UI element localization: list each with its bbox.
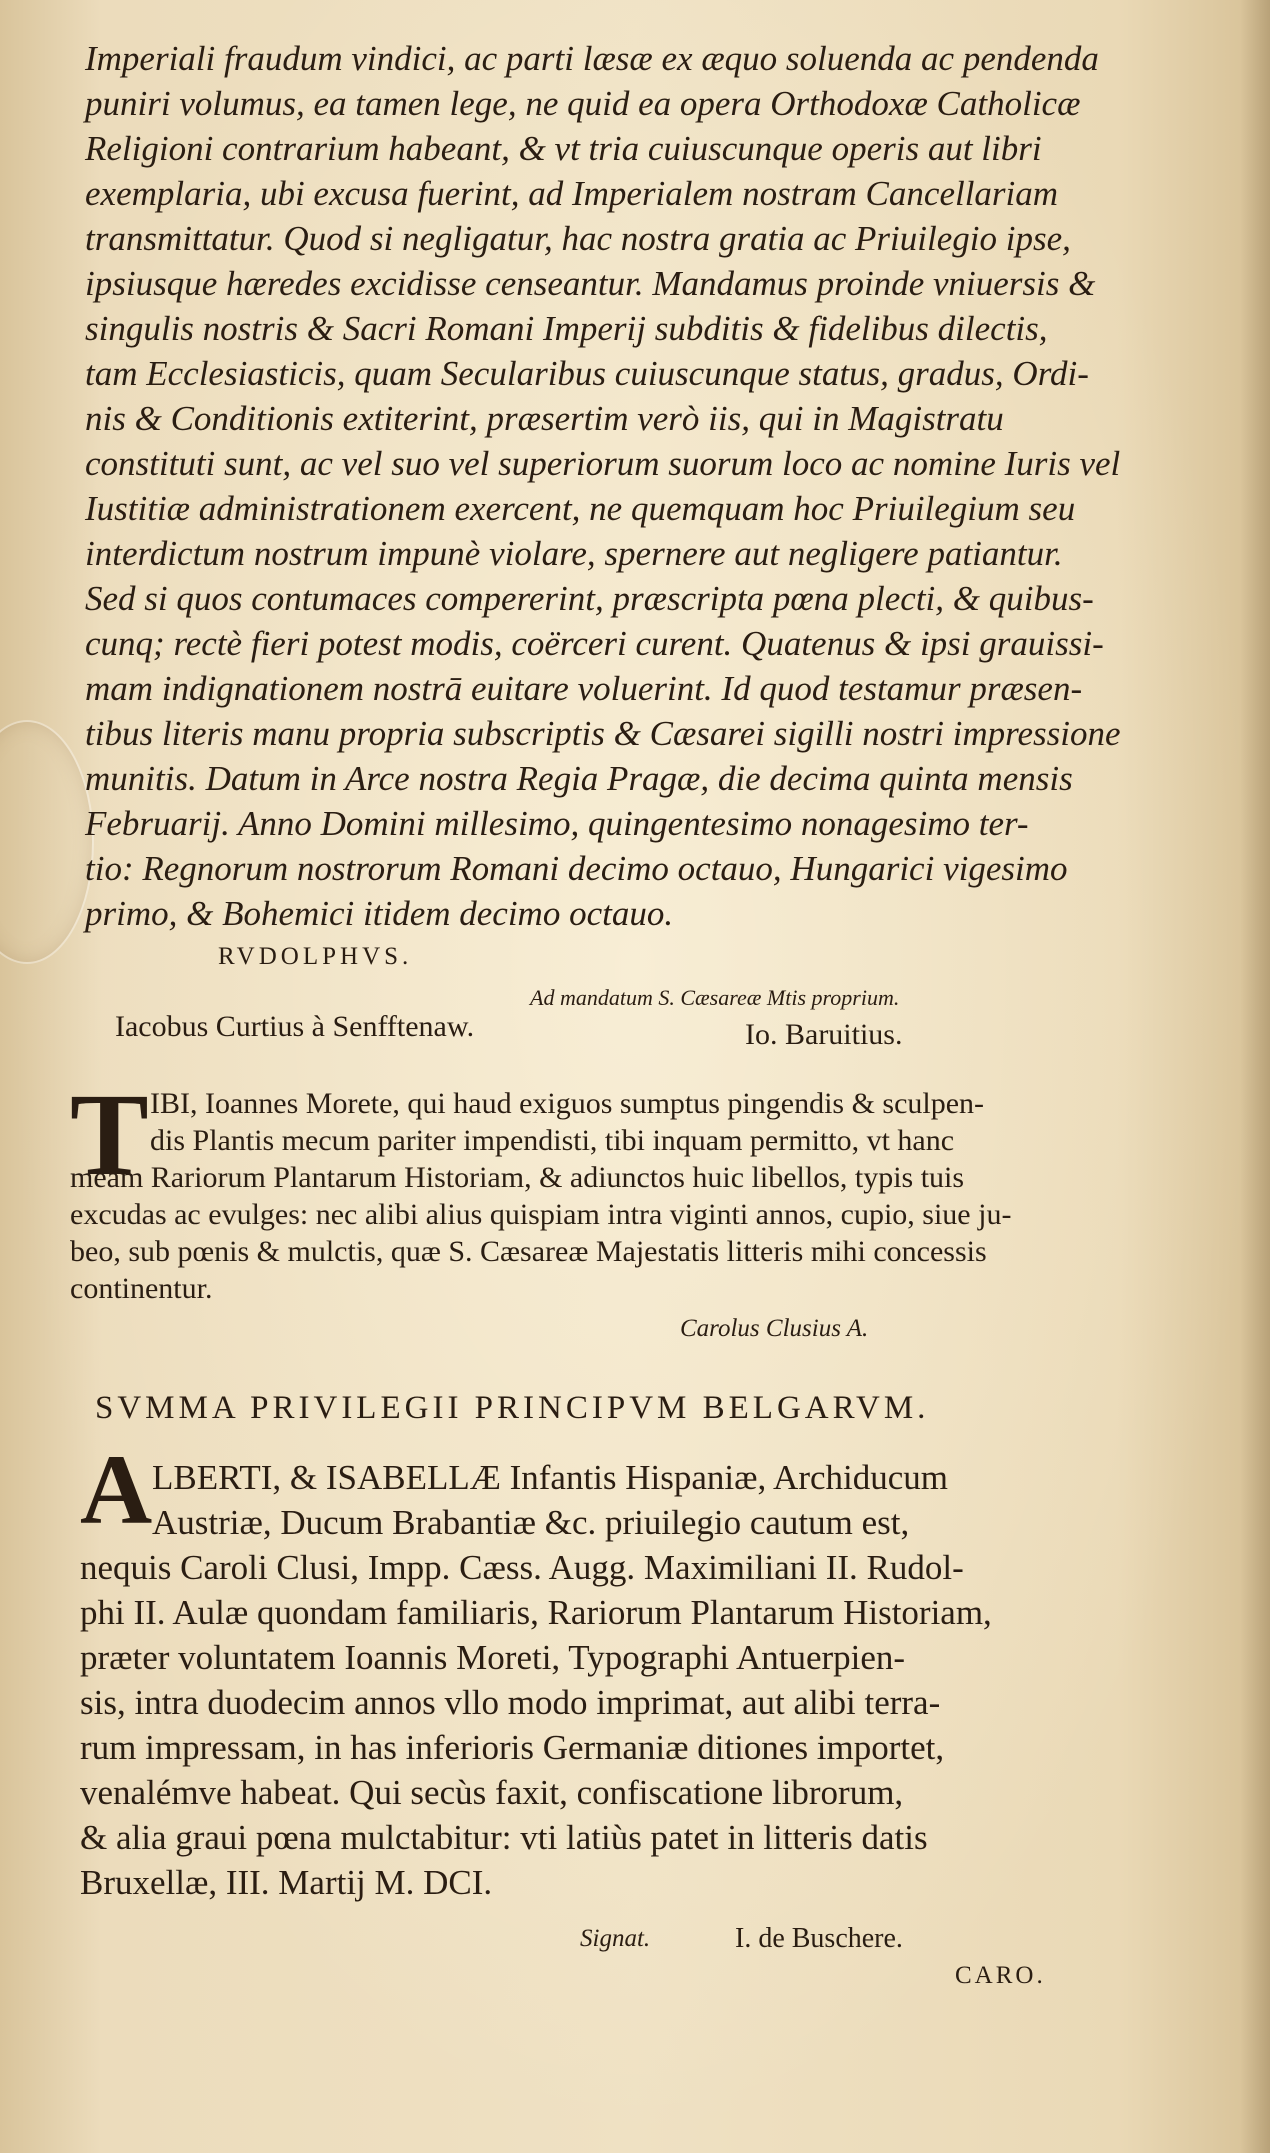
text-line: LBERTI, & ISABELLÆ Infantis Hispaniæ, Archiducum [152,1458,949,1497]
text-line: excudas ac evulges: nec alibi alius quispiam intra viginti annos, cupio, siue ju- [70,1198,1012,1231]
text-line: & alia graui pœna mulctabitur: vti latiùs patet in litteris datis [80,1818,928,1857]
blind-emboss-stamp [0,720,94,964]
text-line: Iustitiæ administrationem exercent, ne quemquam hoc Priuilegium seu [85,489,1076,528]
text-line: Bruxellæ, III. Martij M. DCI. [80,1863,493,1902]
text-line: Religioni contrarium habeant, & vt tria cuiuscunque operis aut libri [85,129,1042,168]
rudolphus-signature: RVDOLPHVS. [218,943,413,970]
text-line: nequis Caroli Clusi, Impp. Cæss. Augg. Maximiliani II. Rudol- [80,1548,964,1587]
text-line: ipsiusque hæredes excidisse censeantur. Mandamus proinde vniuersis & [85,264,1096,303]
signat-label: Signat. [580,1925,651,1952]
text-line: nis & Conditionis extiterint, præsertim verò iis, qui in Magistratu [85,399,1004,438]
text-line: dis Plantis mecum pariter impendisti, tibi inquam permitto, vt hanc [150,1124,955,1157]
section-heading: SVMMA PRIVILEGII PRINCIPVM BELGARVM. [95,1390,930,1426]
text-line: puniri volumus, ea tamen lege, ne quid ea opera Orthodoxæ Catholicæ [85,84,1081,123]
text-line: tibus literis manu propria subscriptis & Cæsarei sigilli nostri impressione [85,714,1121,753]
text-line: phi II. Aulæ quondam familiaris, Rariorum Plantarum Historiam, [80,1593,992,1632]
text-line: mam indignationem nostrā euitare voluerint. Id quod testamur præsen- [85,669,1083,708]
text-line: sis, intra duodecim annos vllo modo imprimat, aut alibi terra- [80,1683,941,1722]
text-line: primo, & Bohemici itidem decimo octauo. [85,894,674,933]
text-line: exemplaria, ubi excusa fuerint, ad Imperialem nostram Cancellariam [85,174,1059,213]
catchword: CARO. [955,1962,1046,1989]
text-line: Februarij. Anno Domini millesimo, quingentesimo nonagesimo ter- [85,804,1029,843]
text-line: transmittatur. Quod si negligatur, hac nostra gratia ac Priuilegio ipse, [85,219,1071,258]
text-line: beo, sub pœnis & mulctis, quæ S. Cæsareæ Majestatis litteris mihi concessis [70,1235,987,1268]
text-line: rum impressam, in has inferioris Germaniæ ditiones importet, [80,1728,945,1767]
countersign-baruitius: Io. Baruitius. [745,1018,903,1051]
countersign-curtius: Iacobus Curtius à Senfftenaw. [115,1010,475,1043]
text-line: constituti sunt, ac vel suo vel superiorum suorum loco ac nomine Iuris vel [85,444,1121,483]
drop-cap-a: A [80,1434,153,1545]
text-line: interdictum nostrum impunè violare, spernere aut negligere patiantur. [85,534,1063,573]
drop-cap-t: T [70,1069,149,1200]
text-line: cunq; rectè fieri potest modis, coërceri curent. Quatenus & ipsi grauissi- [85,624,1104,663]
text-line: Austriæ, Ducum Brabantiæ &c. priuilegio cautum est, [152,1503,910,1542]
signatory-name: I. de Buschere. [735,1923,903,1954]
imperial-privilege-text [85,36,1121,936]
text-line: IBI, Ioannes Morete, qui haud exiguos sumptus pingendis & sculpen- [150,1087,985,1120]
clusius-signature: Carolus Clusius A. [680,1315,869,1342]
text-line: singulis nostris & Sacri Romani Imperij subditis & fidelibus dilectis, [85,309,1048,348]
text-line: munitis. Datum in Arce nostra Regia Pragæ, die decima quinta mensis [85,759,1073,798]
text-line: Imperiali fraudum vindici, ac parti læsæ ex æquo soluenda ac pendenda [85,39,1099,78]
page-edge-shadow [1240,0,1270,2153]
text-line: continentur. [70,1272,213,1305]
text-line: præter voluntatem Ioannis Moreti, Typographi Antuerpien- [80,1638,906,1677]
text-line: tio: Regnorum nostrorum Romani decimo octauo, Hungarici vigesimo [85,849,1068,888]
text-line: tam Ecclesiasticis, quam Secularibus cuiuscunque status, gradus, Ordi- [85,354,1089,393]
mandate-note: Ad mandatum S. Cæsareæ Mtis proprium. [530,985,900,1010]
text-line: Sed si quos contumaces compererint, præscripta pœna plecti, & quibus- [85,579,1094,618]
text-line: venalémve habeat. Qui secùs faxit, confiscatione librorum, [80,1773,904,1812]
text-line: meam Rariorum Plantarum Historiam, & adiunctos huic libellos, typis tuis [70,1161,965,1194]
